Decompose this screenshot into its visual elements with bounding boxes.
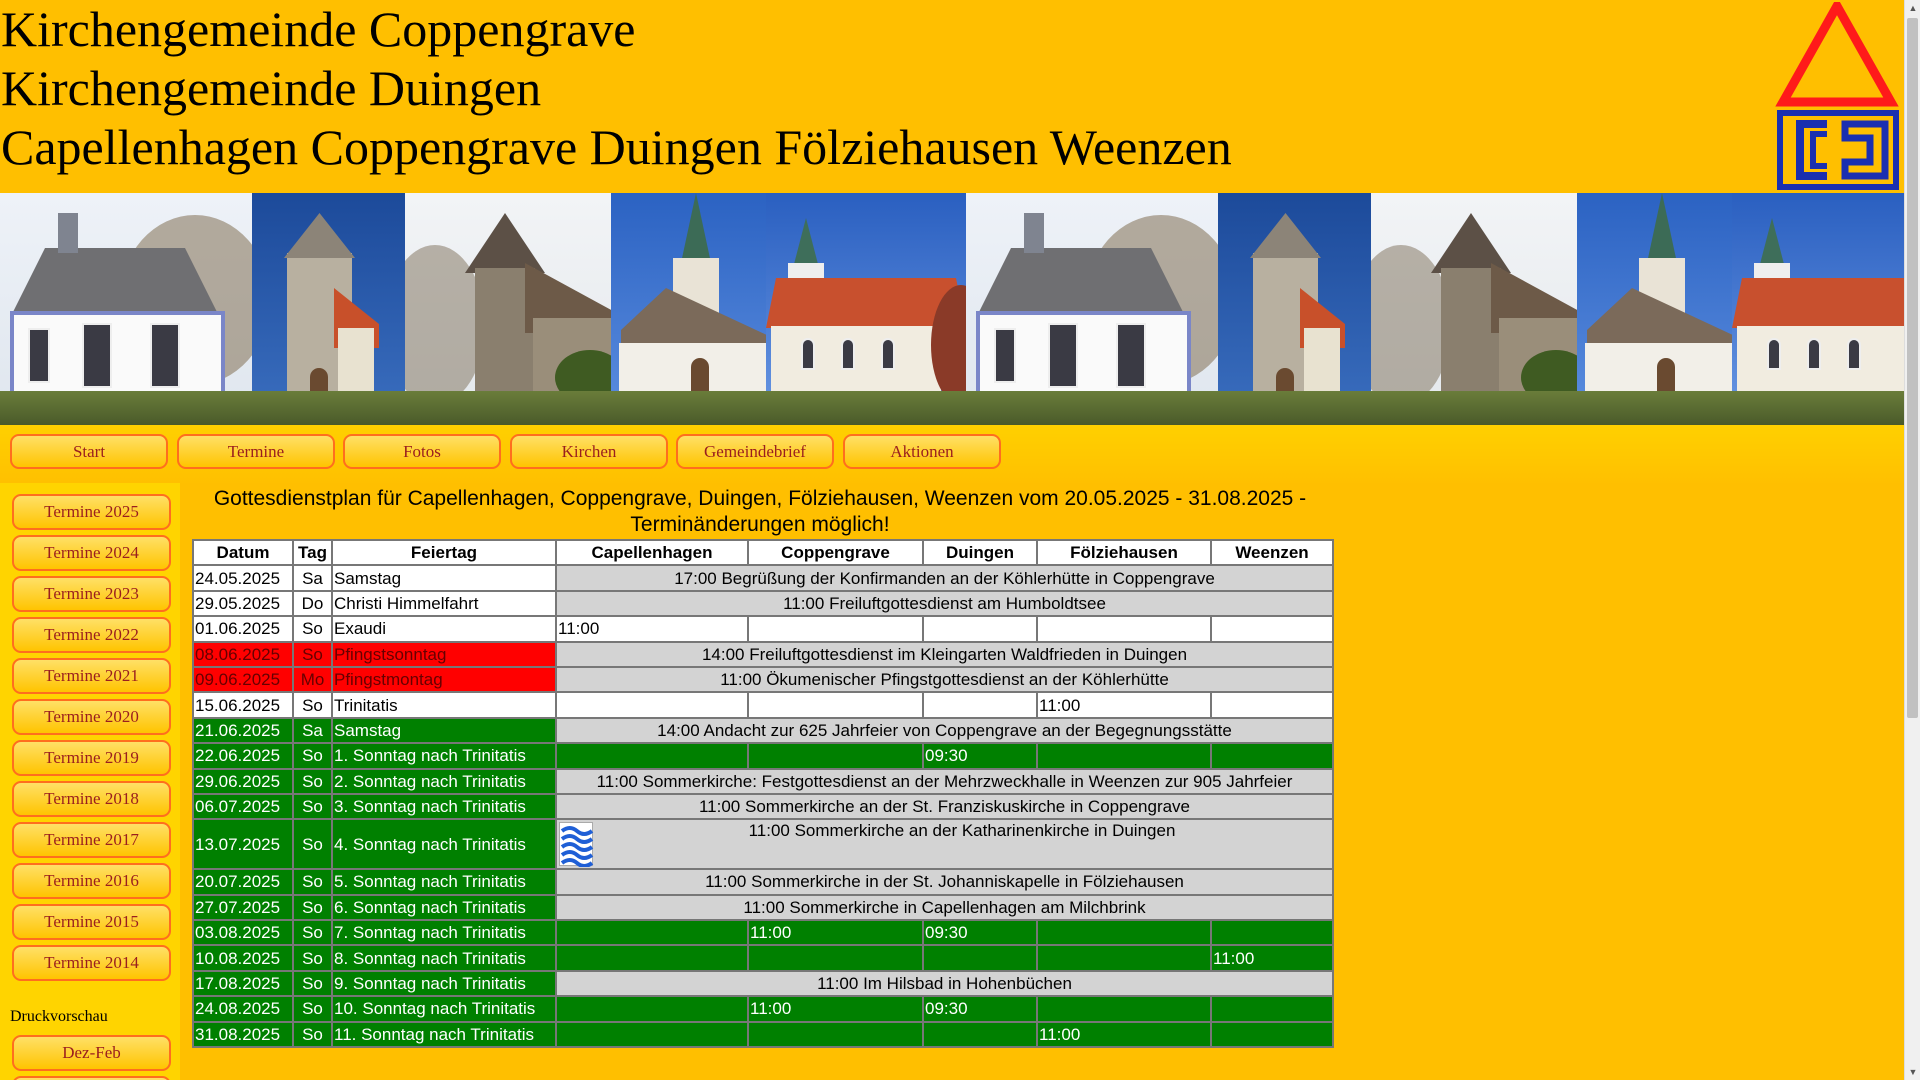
cell-time: [1211, 920, 1333, 945]
nav-gemeindebrief-button[interactable]: Gemeindebrief: [676, 434, 834, 469]
cell-time: [556, 1022, 748, 1047]
cell-date: 03.08.2025: [193, 920, 293, 945]
site-title-line-3: Capellenhagen Coppengrave Duingen Fölziehausen Weenzen: [1, 119, 1232, 175]
cell-holiday: Samstag: [332, 565, 556, 590]
church-photo-strip: [0, 193, 1904, 425]
sidebar-item-termine-2018[interactable]: Termine 2018: [12, 781, 171, 817]
cell-time: [748, 692, 923, 717]
cell-holiday: Trinitatis: [332, 692, 556, 717]
sidebar-item-termine-2023[interactable]: Termine 2023: [12, 576, 171, 612]
cell-date: 17.08.2025: [193, 971, 293, 996]
cell-time: [556, 920, 748, 945]
cell-holiday: 5. Sonntag nach Trinitatis: [332, 869, 556, 894]
site-header: [0, 0, 1904, 193]
sidebar-item-termine-2022[interactable]: Termine 2022: [12, 617, 171, 653]
cell-day: Sa: [293, 565, 332, 590]
table-row: [193, 743, 1333, 768]
cell-event: [556, 769, 1333, 794]
cell-day: So: [293, 616, 332, 641]
cell-time: [1037, 996, 1211, 1021]
cell-time: [1211, 616, 1333, 641]
cell-time: [1037, 945, 1211, 970]
cell-holiday: Pfingstsonntag: [332, 642, 556, 667]
cell-time: [923, 616, 1037, 641]
main-navigation: [0, 425, 1904, 483]
event-text: 11:00 Sommerkirche an der St. Franziskuskirche in Coppengrave: [698, 797, 1191, 817]
event-text: 14:00 Freiluftgottesdienst im Kleingarten Waldfrieden in Duingen: [701, 644, 1188, 664]
nav-start-button[interactable]: Start: [10, 434, 168, 469]
nav-aktionen-button[interactable]: Aktionen: [843, 434, 1001, 469]
table-row: [193, 1022, 1333, 1047]
nav-kirchen-button[interactable]: Kirchen: [510, 434, 668, 469]
cell-time: [1211, 692, 1333, 717]
table-row: [193, 769, 1333, 794]
table-row: [193, 920, 1333, 945]
sidebar-item-termine-2015[interactable]: Termine 2015: [12, 904, 171, 940]
cell-event: [556, 819, 1333, 869]
cell-day: So: [293, 1022, 332, 1047]
church-photo: [966, 193, 1218, 425]
cell-date: 21.06.2025: [193, 718, 293, 743]
cell-event: [556, 971, 1333, 996]
event-text: 17:00 Begrüßung der Konfirmanden an der Köhlerhütte in Coppengrave: [674, 568, 1215, 588]
cell-time: [748, 616, 923, 641]
sidebar-item-termine-2021[interactable]: Termine 2021: [12, 658, 171, 694]
cell-holiday: 10. Sonntag nach Trinitatis: [332, 996, 556, 1021]
cell-date: 29.05.2025: [193, 591, 293, 616]
cell-time: [1037, 920, 1211, 945]
table-row: [193, 945, 1333, 970]
column-header-foelziehausen: Fölziehausen: [1037, 540, 1211, 565]
cell-time: 11:00: [1037, 1022, 1211, 1047]
cell-day: So: [293, 794, 332, 819]
service-plan-table: [192, 539, 1334, 1048]
cell-event: [556, 869, 1333, 894]
nav-fotos-button[interactable]: Fotos: [343, 434, 501, 469]
cell-day: Do: [293, 591, 332, 616]
church-photo: [1371, 193, 1577, 425]
cell-date: 22.06.2025: [193, 743, 293, 768]
cell-day: Sa: [293, 718, 332, 743]
cell-time: [556, 692, 748, 717]
cell-date: 01.06.2025: [193, 616, 293, 641]
cell-time: 11:00: [748, 996, 923, 1021]
table-row: [193, 794, 1333, 819]
cell-date: 10.08.2025: [193, 945, 293, 970]
cell-date: 09.06.2025: [193, 667, 293, 692]
cell-holiday: 2. Sonntag nach Trinitatis: [332, 769, 556, 794]
cell-time: 11:00: [748, 920, 923, 945]
table-row: [193, 565, 1333, 590]
scrollbar-thumb[interactable]: [1907, 18, 1918, 718]
page-title: Gottesdienstplan für Capellenhagen, Coppengrave, Duingen, Fölziehausen, Weenzen vom 20.05.2025 - 31.08.2025 - Terminänderungen möglich!: [213, 487, 1307, 536]
cell-time: [748, 743, 923, 768]
print-item-next[interactable]: [12, 1076, 171, 1080]
cell-time: [556, 996, 748, 1021]
church-photo: [405, 193, 611, 425]
cell-time: [923, 1022, 1037, 1047]
cell-holiday: Pfingstmontag: [332, 667, 556, 692]
church-photo: [0, 193, 252, 425]
cell-time: [748, 1022, 923, 1047]
sidebar-item-termine-2017[interactable]: Termine 2017: [12, 822, 171, 858]
table-row: [193, 819, 1333, 869]
scroll-up-icon[interactable]: ▲: [1908, 3, 1918, 13]
cell-day: So: [293, 996, 332, 1021]
cell-date: 08.06.2025: [193, 642, 293, 667]
cell-event: [556, 667, 1333, 692]
cell-day: So: [293, 743, 332, 768]
event-text: 14:00 Andacht zur 625 Jahrfeier von Coppengrave an der Begegnungsstätte: [657, 720, 1232, 740]
table-row: [193, 667, 1333, 692]
cell-holiday: 4. Sonntag nach Trinitatis: [332, 819, 556, 869]
cell-event: [556, 565, 1333, 590]
cell-day: So: [293, 895, 332, 920]
cell-holiday: 11. Sonntag nach Trinitatis: [332, 1022, 556, 1047]
cell-day: So: [293, 642, 332, 667]
cell-date: 24.05.2025: [193, 565, 293, 590]
sidebar: [0, 483, 180, 1080]
table-row: [193, 642, 1333, 667]
cell-holiday: Christi Himmelfahrt: [332, 591, 556, 616]
sidebar-item-termine-2016[interactable]: Termine 2016: [12, 863, 171, 899]
cell-holiday: Exaudi: [332, 616, 556, 641]
church-photo: [1577, 193, 1732, 425]
cell-day: So: [293, 692, 332, 717]
parish-logo-icon[interactable]: [1775, 2, 1900, 190]
church-photo: [1732, 193, 1904, 425]
column-header-tag: Tag: [293, 540, 332, 565]
cell-date: 20.07.2025: [193, 869, 293, 894]
sidebar-item-termine-2019[interactable]: Termine 2019: [12, 740, 171, 776]
cell-time: [556, 743, 748, 768]
cell-time: [1037, 743, 1211, 768]
cell-date: 31.08.2025: [193, 1022, 293, 1047]
column-header-capellenhagen: Capellenhagen: [556, 540, 748, 565]
cell-event: [556, 642, 1333, 667]
column-header-weenzen: Weenzen: [1211, 540, 1333, 565]
cell-holiday: Samstag: [332, 718, 556, 743]
sidebar-item-termine-2025[interactable]: Termine 2025: [12, 494, 171, 530]
scroll-down-icon[interactable]: ▼: [1908, 1067, 1918, 1077]
water-wave-icon: [559, 822, 593, 866]
church-photo: [766, 193, 966, 425]
cell-event: [556, 895, 1333, 920]
page-scrollbar[interactable]: [1904, 0, 1920, 1080]
cell-time: [923, 945, 1037, 970]
site-title-line-1: Kirchengemeinde Coppengrave: [1, 1, 636, 57]
cell-time: 11:00: [1211, 945, 1333, 970]
print-preview-label: Druckvorschau: [10, 1008, 108, 1025]
cell-date: 13.07.2025: [193, 819, 293, 869]
sidebar-item-termine-2014[interactable]: Termine 2014: [12, 945, 171, 981]
cell-time: [556, 945, 748, 970]
cell-holiday: 6. Sonntag nach Trinitatis: [332, 895, 556, 920]
nav-termine-button[interactable]: Termine: [177, 434, 335, 469]
cell-time: [748, 945, 923, 970]
cell-time: 09:30: [923, 920, 1037, 945]
cell-day: So: [293, 920, 332, 945]
church-photo: [1218, 193, 1371, 425]
church-photo: [611, 193, 766, 425]
cell-date: 29.06.2025: [193, 769, 293, 794]
event-text: 11:00 Sommerkirche an der Katharinenkirche in Duingen: [748, 821, 1176, 841]
table-row: [193, 869, 1333, 894]
event-text: 11:00 Freiluftgottesdienst am Humboldtsee: [783, 593, 1106, 613]
cell-day: So: [293, 945, 332, 970]
cell-day: Mo: [293, 667, 332, 692]
cell-holiday: 1. Sonntag nach Trinitatis: [332, 743, 556, 768]
cell-time: 09:30: [923, 996, 1037, 1021]
cell-time: [1211, 996, 1333, 1021]
table-row: [193, 971, 1333, 996]
site-title-line-2: Kirchengemeinde Duingen: [1, 60, 542, 116]
event-text: 11:00 Sommerkirche in Capellenhagen am Milchbrink: [743, 897, 1146, 917]
cell-holiday: 9. Sonntag nach Trinitatis: [332, 971, 556, 996]
print-item-dez-feb[interactable]: Dez-Feb: [12, 1035, 171, 1071]
cell-time: 11:00: [556, 616, 748, 641]
cell-day: So: [293, 819, 332, 869]
cell-day: So: [293, 971, 332, 996]
event-text: 11:00 Im Hilsbad in Hohenbüchen: [817, 974, 1072, 994]
cell-time: [1211, 743, 1333, 768]
cell-date: 24.08.2025: [193, 996, 293, 1021]
cell-day: So: [293, 769, 332, 794]
event-text: 11:00 Sommerkirche: Festgottesdienst an der Mehrzweckhalle in Weenzen zur 905 Jahrfeier: [596, 771, 1293, 791]
cell-event: [556, 794, 1333, 819]
cell-time: 09:30: [923, 743, 1037, 768]
cell-event: [556, 718, 1333, 743]
cell-time: 11:00: [1037, 692, 1211, 717]
cell-event: [556, 591, 1333, 616]
cell-day: So: [293, 869, 332, 894]
cell-holiday: 3. Sonntag nach Trinitatis: [332, 794, 556, 819]
cell-holiday: 8. Sonntag nach Trinitatis: [332, 945, 556, 970]
cell-date: 27.07.2025: [193, 895, 293, 920]
church-photo: [252, 193, 405, 425]
cell-date: 06.07.2025: [193, 794, 293, 819]
column-header-coppengrave: Coppengrave: [748, 540, 923, 565]
cell-time: [1037, 616, 1211, 641]
event-text: 11:00 Sommerkirche in der St. Johanniskapelle in Fölziehausen: [705, 872, 1184, 892]
cell-time: [1211, 1022, 1333, 1047]
table-row: [193, 718, 1333, 743]
sidebar-item-termine-2020[interactable]: Termine 2020: [12, 699, 171, 735]
table-row: [193, 996, 1333, 1021]
event-text: 11:00 Ökumenischer Pfingstgottesdienst an der Köhlerhütte: [720, 670, 1169, 690]
table-row: [193, 895, 1333, 920]
column-header-datum: Datum: [193, 540, 293, 565]
table-row: [193, 591, 1333, 616]
cell-time: [923, 692, 1037, 717]
table-header-row: [193, 540, 1333, 565]
table-row: [193, 616, 1333, 641]
cell-date: 15.06.2025: [193, 692, 293, 717]
table-row: [193, 692, 1333, 717]
sidebar-item-termine-2024[interactable]: Termine 2024: [12, 535, 171, 571]
cell-holiday: 7. Sonntag nach Trinitatis: [332, 920, 556, 945]
column-header-duingen: Duingen: [923, 540, 1037, 565]
column-header-feiertag: Feiertag: [332, 540, 556, 565]
